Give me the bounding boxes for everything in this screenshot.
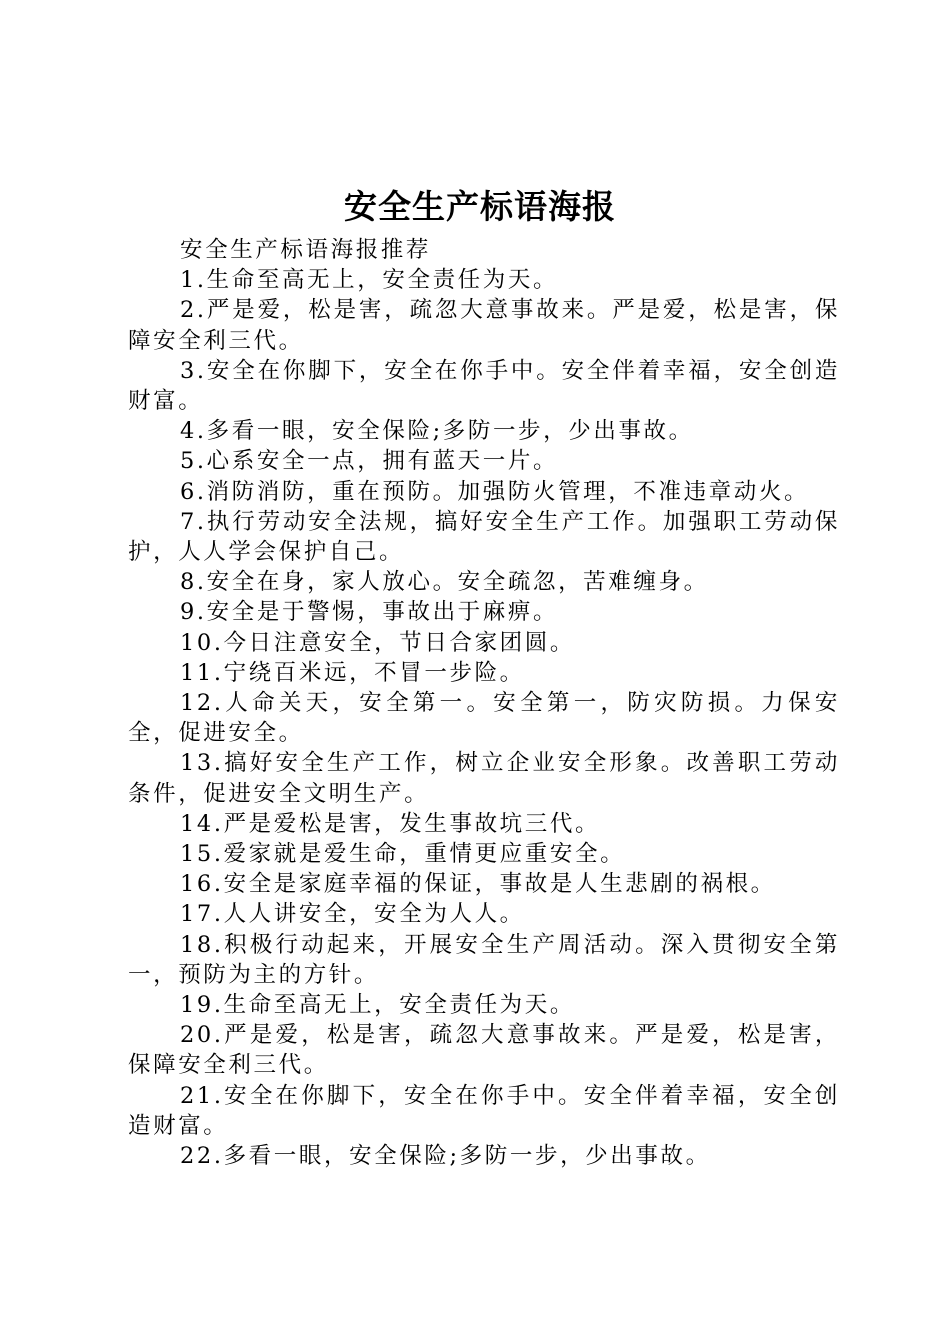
slogan-item: 13.搞好安全生产工作，树立企业安全形象。改善职工劳动条件，促进安全文明生产。 <box>128 750 840 807</box>
slogan-item: 3.安全在你脚下，安全在你手中。安全伴着幸福，安全创造财富。 <box>128 357 840 415</box>
slogan-item: 8.安全在身，家人放心。安全疏忽，苦难缠身。 <box>180 569 709 596</box>
document-body <box>128 235 840 1171</box>
slogan-item: 22.多看一眼，安全保险;多防一步，少出事故。 <box>180 1143 711 1170</box>
slogan-item: 15.爱家就是爱生命，重情更应重安全。 <box>180 841 626 868</box>
slogan-item: 5.心系安全一点，拥有蓝天一片。 <box>180 448 559 475</box>
slogan-item: 7.执行劳动安全法规，搞好安全生产工作。加强职工劳动保护，人人学会保护自己。 <box>128 508 840 566</box>
slogan-item: 17.人人讲安全，安全为人人。 <box>180 901 525 928</box>
page-title: 安全生产标语海报 <box>344 187 616 226</box>
slogan-item: 1.生命至高无上，安全责任为天。 <box>180 267 559 294</box>
slogan-item: 10.今日注意安全，节日合家团圆。 <box>180 629 575 656</box>
slogan-item: 9.安全是于警惕，事故出于麻痹。 <box>180 599 559 626</box>
slogan-item: 21.安全在你脚下，安全在你手中。安全伴着幸福，安全创造财富。 <box>128 1082 840 1139</box>
slogan-item: 6.消防消防，重在预防。加强防火管理，不准违章动火。 <box>180 478 810 505</box>
slogan-item: 14.严是爱松是害，发生事故坑三代。 <box>180 810 601 837</box>
slogan-item: 12.人命关天，安全第一。安全第一，防灾防损。力保安全，促进安全。 <box>128 690 840 747</box>
paragraph-intro: 安全生产标语海报推荐 <box>180 237 432 263</box>
slogan-item: 20.严是爱，松是害，疏忽大意事故来。严是爱，松是害，保障安全利三代。 <box>128 1022 840 1079</box>
slogan-item: 4.多看一眼，安全保险;多防一步，少出事故。 <box>180 418 694 445</box>
slogan-item: 19.生命至高无上，安全责任为天。 <box>180 992 575 1019</box>
slogan-item: 2.严是爱，松是害，疏忽大意事故来。严是爱，松是害，保障安全利三代。 <box>128 297 840 354</box>
slogan-item: 18.积极行动起来，开展安全生产周活动。深入贯彻安全第一，预防为主的方针。 <box>128 931 840 988</box>
slogan-item: 11.宁绕百米远，不冒一步险。 <box>180 659 525 686</box>
slogan-item: 16.安全是家庭幸福的保证，事故是人生悲剧的祸根。 <box>180 871 776 898</box>
